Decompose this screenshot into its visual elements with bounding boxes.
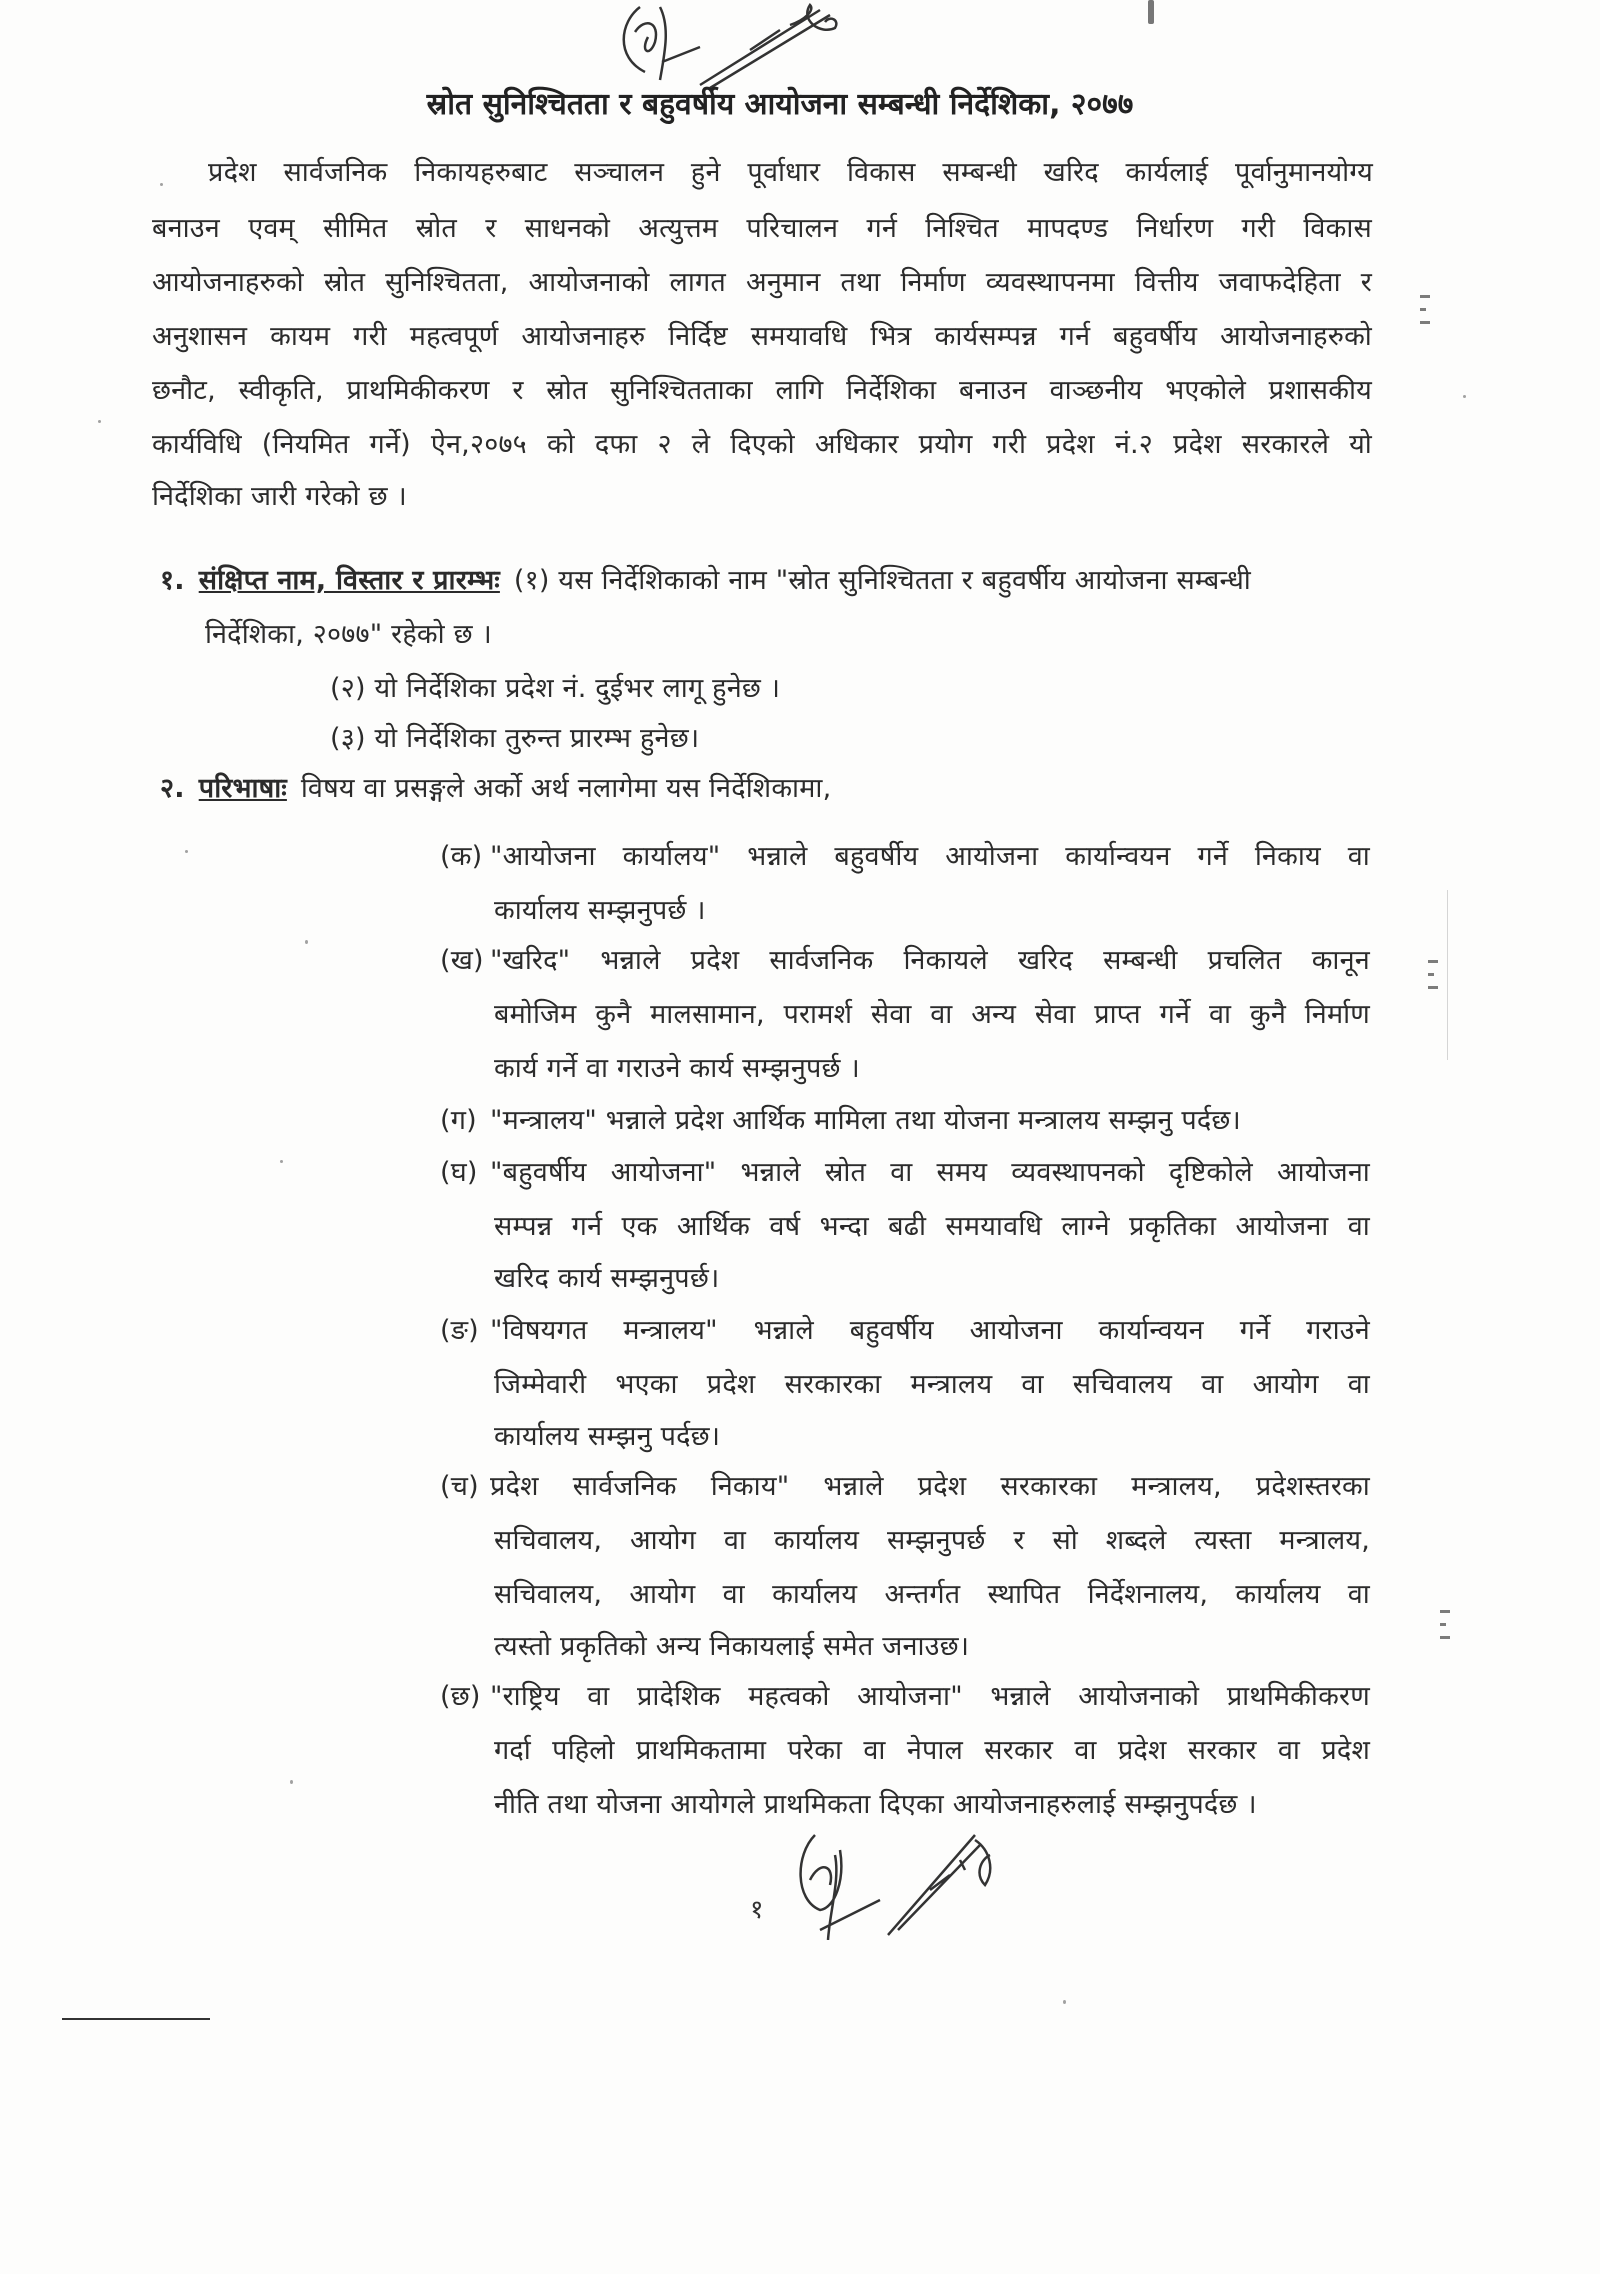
scan-speck [98, 420, 101, 423]
scan-speck [1463, 395, 1466, 398]
margin-marks-middle [1428, 950, 1438, 999]
definition-line: कार्यालय सम्झनु पर्दछ। [494, 1421, 721, 1452]
definition-line: "आयोजना कार्यालय" भन्नाले बहुवर्षीय आयोजना कार्यान्वयन गर्ने निकाय वा [490, 841, 1370, 872]
definition-line: सम्पन्न गर्न एक आर्थिक वर्ष भन्दा बढी समयावधि लाग्ने प्रकृतिका आयोजना वा [494, 1211, 1370, 1242]
scan-speck [185, 850, 188, 853]
definition-line: खरिद कार्य सम्झनुपर्छ। [494, 1263, 720, 1294]
document-title: स्रोत सुनिश्चितता र बहुवर्षीय आयोजना सम्बन्धी निर्देशिका, २०७७ [426, 87, 1134, 122]
definition-line: "मन्त्रालय" भन्नाले प्रदेश आर्थिक मामिला तथा योजना मन्त्रालय सम्झनु पर्दछ। [490, 1105, 1241, 1136]
definition-label: (ङ) [440, 1315, 479, 1346]
signature-top-right [690, 0, 850, 90]
margin-marks-top [1420, 285, 1430, 334]
preamble-line: आयोजनाहरुको स्रोत सुनिश्चितता, आयोजनाको लागत अनुमान तथा निर्माण व्यवस्थापनमा वित्तीय जवाफदेहिता र [152, 267, 1372, 298]
section-heading: परिभाषाः [198, 773, 287, 804]
definition-line: गर्दा पहिलो प्राथमिकतामा परेका वा नेपाल सरकार वा प्रदेश सरकार वा प्रदेश [494, 1735, 1370, 1766]
section-text: विषय वा प्रसङ्गले अर्को अर्थ नलागेमा यस निर्देशिकामा, [300, 773, 832, 804]
definition-label: (क) [440, 841, 483, 872]
scan-speck [1063, 2000, 1066, 2004]
definition-line: सचिवालय, आयोग वा कार्यालय सम्झनुपर्छ र सो शब्दले त्यस्ता मन्त्रालय, [494, 1525, 1370, 1556]
definition-label: (घ) [440, 1157, 478, 1188]
definition-label: (च) [440, 1471, 479, 1502]
section-heading: संक्षिप्त नाम, विस्तार र प्रारम्भः [198, 565, 500, 596]
definition-line: सचिवालय, आयोग वा कार्यालय अन्तर्गत स्थापित निर्देशनालय, कार्यालय वा [494, 1579, 1370, 1610]
definition-line: "राष्ट्रिय वा प्रादेशिक महत्वको आयोजना" भन्नाले आयोजनाको प्राथमिकीकरण [490, 1681, 1370, 1712]
preamble-line: कार्यविधि (नियमित गर्ने) ऐन,२०७५ को दफा २ ले दिएको अधिकार प्रयोग गरी प्रदेश नं.२ प्रदेश सरकारले यो [152, 429, 1372, 460]
scan-speck [280, 1160, 283, 1163]
definition-line: प्रदेश सार्वजनिक निकाय" भन्नाले प्रदेश सरकारका मन्त्रालय, प्रदेशस्तरका [490, 1471, 1370, 1502]
definition-line: "खरिद" भन्नाले प्रदेश सार्वजनिक निकायले खरिद सम्बन्धी प्रचलित कानून [490, 945, 1370, 976]
scan-mark [1148, 0, 1154, 24]
signature-bottom-left [790, 1830, 890, 1940]
preamble-line: निर्देशिका जारी गरेको छ । [152, 481, 407, 512]
definition-line: जिम्मेवारी भएका प्रदेश सरकारका मन्त्रालय वा सचिवालय वा आयोग वा [494, 1369, 1370, 1400]
section-1-subclause: (३) यो निर्देशिका तुरुन्त प्रारम्भ हुनेछ। [330, 723, 700, 754]
preamble-line: प्रदेश सार्वजनिक निकायहरुबाट सञ्चालन हुने पूर्वाधार विकास सम्बन्धी खरिद कार्यलाई पूर्वानुमानयोग्य [208, 157, 1373, 188]
preamble-line: अनुशासन कायम गरी महत्वपूर्ण आयोजनाहरु निर्दिष्ट समयावधि भित्र कार्यसम्पन्न गर्न बहुवर्षीय आयोजनाहरुको [152, 321, 1372, 352]
definition-line: नीति तथा योजना आयोगले प्राथमिकता दिएका आयोजनाहरुलाई सम्झनुपर्दछ । [494, 1789, 1257, 1820]
page-number: १ [750, 1895, 764, 1925]
definition-line: कार्य गर्ने वा गराउने कार्य सम्झनुपर्छ । [494, 1053, 860, 1084]
section-1-subclause: (२) यो निर्देशिका प्रदेश नं. दुईभर लागू हुनेछ । [330, 673, 781, 704]
definition-label: (ख) [440, 945, 484, 976]
scan-line [1447, 890, 1448, 1060]
preamble-line: बनाउन एवम् सीमित स्रोत र साधनको अत्युत्तम परिचालन गर्न निश्चित मापदण्ड निर्धारण गरी विकास [152, 213, 1372, 244]
preamble-line: छनौट, स्वीकृति, प्राथमिकीकरण र स्रोत सुनिश्चितताका लागि निर्देशिका बनाउन वाञ्छनीय भएकोले प्रशासकीय [152, 375, 1372, 406]
section-1-line [160, 560, 1372, 597]
definition-label: (छ) [440, 1681, 481, 1712]
scan-speck [160, 183, 163, 186]
scan-speck [290, 1780, 293, 1784]
definition-line: त्यस्तो प्रकृतिको अन्य निकायलाई समेत जनाउछ। [494, 1631, 970, 1662]
section-number: १. [160, 565, 185, 596]
margin-marks-lower [1440, 1600, 1450, 1649]
definition-line: बमोजिम कुनै मालसामान, परामर्श सेवा वा अन्य सेवा प्राप्त गर्ने वा कुनै निर्माण [494, 999, 1370, 1030]
footnote-rule [62, 2018, 210, 2020]
section-1-line: निर्देशिका, २०७७" रहेको छ । [205, 619, 492, 650]
definition-label: (ग) [440, 1105, 477, 1136]
definition-line: कार्यालय सम्झनुपर्छ । [494, 895, 706, 926]
section-text: (१) यस निर्देशिकाको नाम "स्रोत सुनिश्चितता र बहुवर्षीय आयोजना सम्बन्धी [513, 565, 1252, 596]
signature-bottom-right [880, 1830, 1000, 1940]
section-number: २. [160, 773, 185, 804]
definition-line: "विषयगत मन्त्रालय" भन्नाले बहुवर्षीय आयोजना कार्यान्वयन गर्ने गराउने [490, 1315, 1370, 1346]
scan-speck [305, 940, 308, 944]
section-2-line [160, 768, 831, 805]
definition-line: "बहुवर्षीय आयोजना" भन्नाले स्रोत वा समय व्यवस्थापनको दृष्टिकोले आयोजना [490, 1157, 1370, 1188]
